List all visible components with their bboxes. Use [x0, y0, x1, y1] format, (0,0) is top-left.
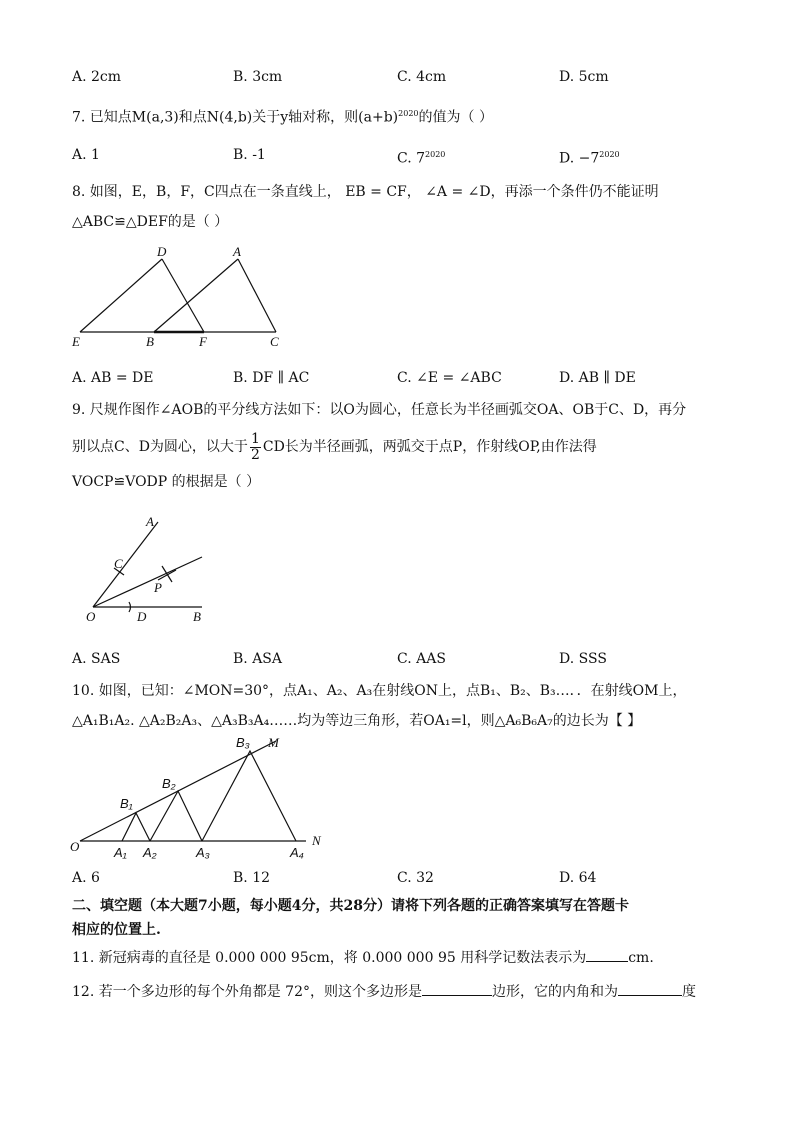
q7-option-d: [559, 145, 620, 169]
q8-label-e: E: [72, 334, 80, 349]
q8-option-d: D. AB ∥ DE: [559, 370, 636, 386]
q9-fraction: [250, 432, 261, 463]
q6-option-a: A. 2cm: [72, 69, 122, 85]
q10-label-n: N: [312, 833, 321, 848]
q9-label-d: D: [137, 609, 147, 624]
q7-stem-text: 7. 已知点M(a,3)和点N(4,b)关于y轴对称，则(a+b): [72, 109, 399, 126]
q9-line2-start: 别以点C、D为圆心，以大于: [72, 439, 248, 455]
q9-option-d: D. SSS: [559, 651, 607, 667]
q9-frac-den: 2: [250, 446, 260, 463]
q6-option-d: D. 5cm: [559, 69, 609, 85]
q7-option-c-text: C. 7: [397, 150, 426, 167]
q10-option-d: D. 64: [559, 870, 597, 886]
q10-line2: △A₁B₁A₂. △A₂B₂A₃、△A₃B₃A₄……均为等边三角形，若OA₁=l，则△A₆B₆A₇的边长为【 】: [72, 713, 642, 729]
q10-label-a4: A₄: [290, 845, 304, 860]
q8-label-d: D: [157, 244, 167, 259]
q8-line1: 8. 如图，E，B，F，C四点在一条直线上， EB = CF， ∠A = ∠D，再添一个条件仍不能证明: [72, 184, 659, 200]
q8-line-ed: [80, 259, 162, 332]
q10-triangle-2: [150, 791, 202, 841]
q8-line-df: [162, 259, 204, 332]
q8-line-ba: [154, 259, 238, 332]
section2-heading-line2: 相应的位置上.: [72, 922, 161, 938]
q9-line2: [72, 430, 597, 464]
q8-label-f: F: [199, 334, 207, 349]
q10-label-a1: A₁: [114, 845, 127, 860]
q9-frac-num: 1: [250, 430, 260, 447]
q9-ray-op: [93, 557, 202, 607]
section2-heading-line1: 二、填空题（本大题7小题，每小题4分，共28分）请将下列各题的正确答案填写在答题卡: [72, 898, 629, 914]
q7-stem-end: 的值为（ ）: [418, 109, 493, 126]
q10-label-a2: A₂: [143, 845, 157, 860]
q9-option-a: A. SAS: [72, 651, 121, 667]
q9-label-b: B: [193, 609, 201, 624]
q12-blank-angle-sum[interactable]: [618, 995, 682, 996]
q10-label-m: M: [268, 735, 279, 750]
q7-exponent: 2020: [398, 109, 419, 118]
q9-line1: 9. 尺规作图作∠AOB的平分线方法如下：以O为圆心，任意长为半径画弧交OA、OB于C、D，再分: [72, 402, 687, 418]
q11-text: 11. 新冠病毒的直径是 0.000 000 95cm，将 0.000 000 95 用科学记数法表示为: [72, 950, 587, 966]
q9-arc-p2: [158, 570, 176, 580]
q8-label-c: C: [270, 334, 279, 349]
q10-option-b: B. 12: [233, 870, 271, 886]
q10-option-c: C. 32: [397, 870, 434, 886]
q9-option-b: B. ASA: [233, 651, 282, 667]
q10-label-b3: B₃: [236, 735, 250, 750]
q12-text: 12. 若一个多边形的每个外角都是 72°，则这个多边形是: [72, 984, 422, 1000]
q6-option-b: B. 3cm: [233, 69, 283, 85]
q7-option-c: [397, 145, 445, 169]
q10-triangle-3: [202, 751, 296, 841]
q8-label-a: A: [233, 244, 241, 259]
q10-label-b1: B₁: [120, 796, 133, 811]
q9-label-o: O: [86, 609, 96, 624]
q7-option-c-exp: 2020: [425, 150, 446, 159]
q9-label-c: C: [114, 556, 123, 571]
q8-option-a: A. AB = DE: [72, 370, 154, 386]
q8-label-b: B: [146, 334, 154, 349]
q12-blank-sides[interactable]: [422, 995, 492, 996]
q10-label-o: O: [70, 839, 80, 854]
q7-option-d-exp: 2020: [599, 150, 620, 159]
q9-label-a: A: [146, 514, 154, 529]
q9-line3: VOCP≌VODP 的根据是（ ）: [72, 474, 261, 490]
q9-ray-oa: [93, 522, 158, 607]
q7-option-b: B. -1: [233, 147, 266, 163]
q6-option-c: C. 4cm: [397, 69, 447, 85]
q9-figure: [80, 510, 220, 630]
q9-label-p: P: [154, 580, 162, 595]
q8-line2: △ABC≌△DEF的是（ ）: [72, 214, 229, 230]
q7-stem: [72, 104, 493, 128]
q10-label-a3: A₃: [196, 845, 210, 860]
q8-option-c: C. ∠E = ∠ABC: [397, 370, 502, 386]
q9-option-c: C. AAS: [397, 651, 446, 667]
q12-stem: [72, 982, 696, 1002]
q12-unit: 度: [681, 984, 696, 1000]
q12-text-mid: 边形，它的内角和为: [491, 984, 618, 1000]
q11-unit: cm.: [628, 950, 654, 966]
q7-option-a: A. 1: [72, 147, 100, 163]
q11-answer-blank[interactable]: [586, 961, 628, 962]
q7-option-d-text: D. −7: [559, 150, 600, 167]
q10-label-b2: B₂: [162, 776, 176, 791]
q10-line1: 10. 如图，已知：∠MON=30°，点A₁、A₂、A₃在射线ON上，点B₁、B₂、B₃…．．在射线OM上，: [72, 683, 687, 699]
q11-stem: [72, 948, 654, 968]
q10-option-a: A. 6: [72, 870, 100, 886]
q9-arc-p1: [162, 566, 172, 582]
q10-figure: [66, 733, 336, 863]
q8-line-ac: [238, 259, 276, 332]
q9-line2-end: CD长为半径画弧，两弧交于点P，作射线OP,由作法得: [262, 439, 597, 455]
q8-option-b: B. DF ∥ AC: [233, 370, 310, 386]
q8-figure: [66, 244, 296, 354]
